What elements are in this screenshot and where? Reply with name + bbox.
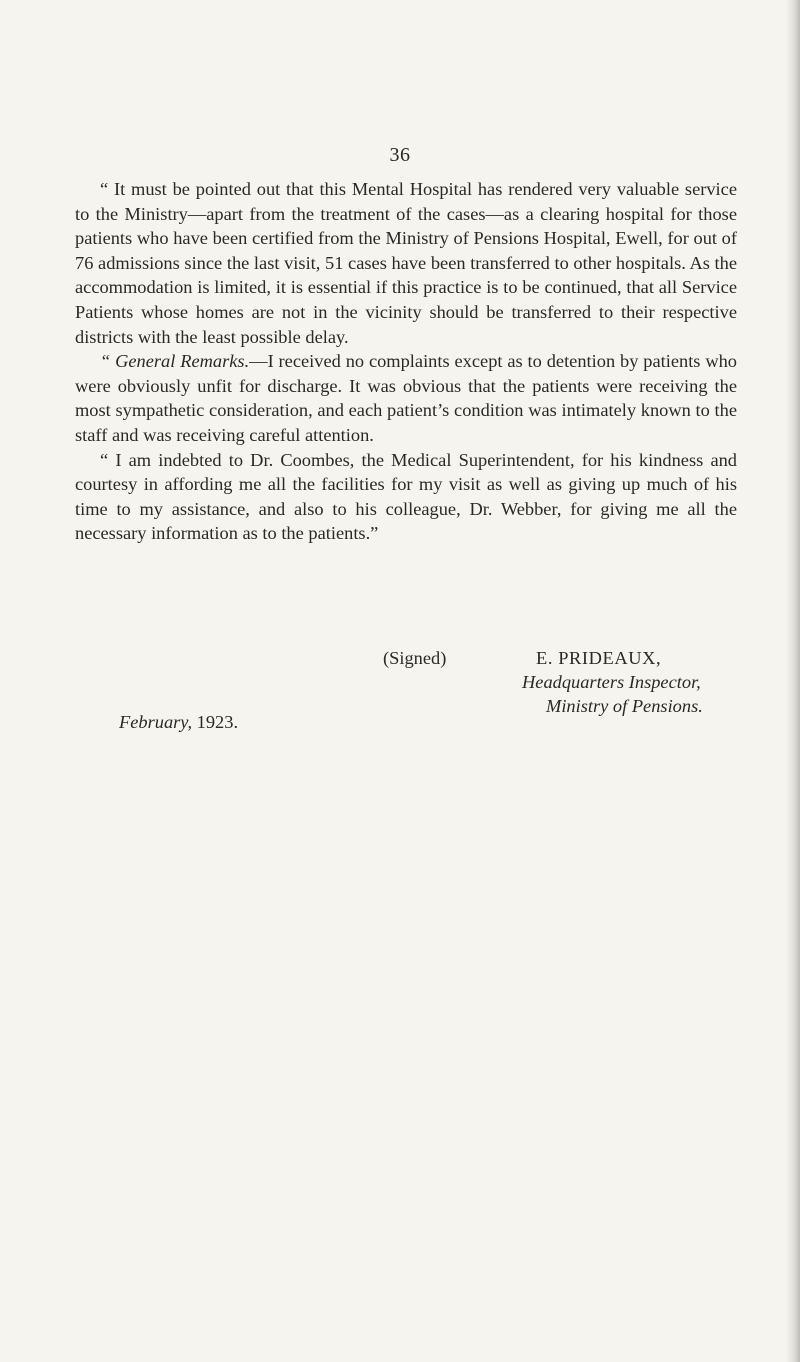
paragraph-transfer-service xyxy=(75,177,737,349)
paragraph-text: “ I am indebted to Dr. Coombes, the Medical Superintendent, for his kindness and courtesy in affording me all the facilities for my visit as well as giving up much of his time to my assistance, and also to his colleague, Dr. Webber, for giving me all the necessary information as to the patients.” xyxy=(75,449,737,544)
date-line xyxy=(119,712,238,733)
page-number: 36 xyxy=(389,144,411,166)
paragraph-acknowledgements xyxy=(75,448,737,546)
signer-title: Headquarters Inspector, xyxy=(522,672,701,692)
signer-organization: Ministry of Pensions. xyxy=(546,696,703,716)
signature-block xyxy=(0,648,800,748)
paragraph-text: —I received no complaints except as to detention by patients who were obviously unfit for discharge. It was obvious that the patients were receiving the most sympathetic consideration, and each patient’s condition was intimately known to the staff and was receiving careful attention. xyxy=(75,351,737,445)
signer-name: E. PRIDEAUX, xyxy=(536,648,662,668)
date-year: 1923. xyxy=(196,712,239,732)
paragraph-heading: “ General Remarks. xyxy=(100,351,250,372)
paragraph-text: “ It must be pointed out that this Mental Hospital has rendered very valuable service to the Ministry—apart from the treatment of the cases—as a clearing hospital for those patients who have been certified from the Ministry of Pensions Hospital, Ewell, for out of 76 admissions since the last visit, 51 cases have been transferred to other hospitals. As the accommodation is limited, it is essential if this practice is to be continued, that all Service Patients whose homes are not in the vicinity should be transferred to their respective districts with the least possible delay. xyxy=(75,179,737,347)
signed-label: (Signed) xyxy=(383,648,447,668)
paragraph-general-remarks xyxy=(75,349,737,447)
date-month: February, xyxy=(119,712,193,732)
report-body xyxy=(75,177,737,546)
